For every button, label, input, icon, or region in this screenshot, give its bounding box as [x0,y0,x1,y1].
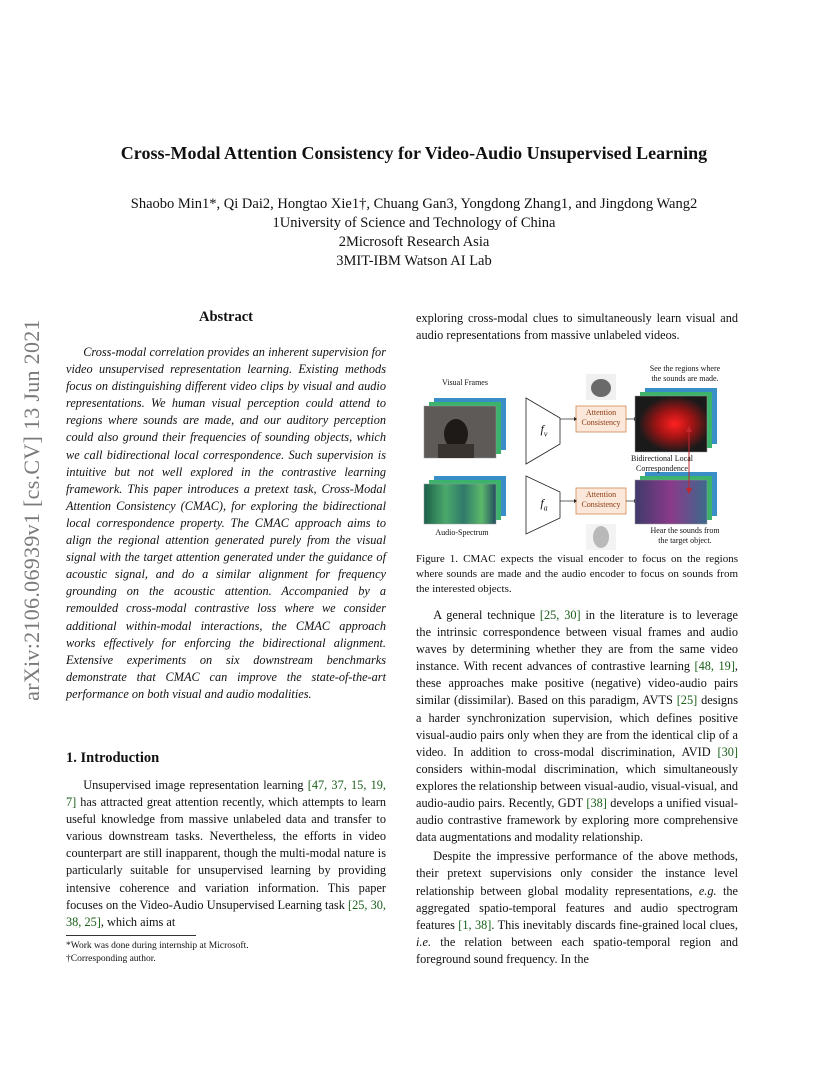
affiliation-1: 1University of Science and Technology of China [272,215,556,231]
guitar-icon [591,379,611,397]
right-paragraphs [416,607,738,968]
label-attention-bottom: Attention Consistency [581,490,621,509]
abstract-text: Cross-modal correlation provides an inherent supervision for video unsupervised representation learning. Existing methods focus on distinguishing different video clips by visual and audio representations. We human visual perception could attend to regions where sounds are made, and our auditory perception could also ground their frequencies of sounding objects, which we call bidirectional local correspondence. Such supervision is intuitive but not well explored in the contrastive learning framework. This paper introduces a pretext task, Cross-Modal Attention Consistency (CMAC), for exploring the bidirectional local correspondence property. The CMAC approach aims to align the regional attention generated purely from the visual signal with the target attention generated under the guidance of acoustic signal, and do a similar alignment for frequency grounding on the acoustic attention. Accompanied by a remoulded cross-modal contrastive loss where we consider additional within-modal interactions, the CMAC approach works effectively for enforcing the bidirectional alignment. Extensive experiments on six downstream benchmarks demonstrate that CMAC can improve the state-of-the-art performance on both visual and audio modalities. [66,345,386,701]
citation-link[interactable]: [25, 30, 38, 25] [66,897,386,929]
paragraph-general-technique: A general technique [25, 30] in the literature is to leverage the intrinsic correspondence between visual frames and audio waves by determining whether they are from the same video instance. With recent advances of contrastive learning [48, 19], these approaches make positive (negative) video-audio pairs similar (dissimilar). Based on this paradigm, AVTS [25] designs a harder synchronization supervision, which defines positive visual-audio pairs only when they are from the identical clip of a video. In addition to cross-modal discrimination, AVID [30] considers within-modal discrimination, which simultaneously explores the relationship between visual-audio, visual-visual, and audio-audio pairs. Recently, GDT [38] develops a unified visual-audio contrastive framework by exploring more comprehensive data augmentations and modality relationship. [416,608,738,845]
citation-link[interactable]: [30] [717,744,738,759]
abstract-heading: Abstract [199,309,253,325]
citation-link[interactable]: [47, 37, 15, 19, 7] [66,778,386,810]
intro-text-1: Unsupervised image representation learning [83,778,308,792]
figure-1 [416,362,738,552]
label-attention-top: Attention Consistency [581,408,621,427]
label-bidirectional: Bidirectional Local Correspondence [631,454,693,473]
intro-heading: 1. Introduction [66,750,160,766]
label-fa: $f_a$ [540,496,548,513]
label-audio-spectrum: Audio-Spectrum [435,528,489,537]
audio-spectrogram [424,484,496,524]
footnote-rule [66,935,196,936]
ear-icon [593,526,609,548]
citation-link[interactable]: [25] [676,693,698,708]
label-fv: $f_v$ [540,422,548,439]
arxiv-stamp [10,300,54,720]
footnote-2: †Corresponding author. [66,954,156,964]
arxiv-id: arXiv:2106.06939v1 [cs.CV] 13 Jun 2021 [19,319,44,701]
label-hear-sounds: Hear the sounds from the target object. [650,526,720,545]
footnote-1: *Work was done during internship at Microsoft. [66,941,249,951]
citation-link[interactable]: [48, 19] [694,659,735,674]
citation-link[interactable]: [38] [586,796,607,811]
paper-title: Cross-Modal Attention Consistency for Video-Audio Unsupervised Learning [120,143,708,163]
attention-map [635,396,707,452]
right-top-text: exploring cross-modal clues to simultaneously learn visual and audio representations from massive unlabeled videos. [416,311,738,343]
intro-paragraph [66,777,386,931]
figure-caption: Figure 1. CMAC expects the visual encoder to focus on the regions where sounds are made and the audio encoder to focus on sounds from the interested objects. [416,553,738,595]
attention-spectrum [635,480,707,524]
citation-link[interactable]: [25, 30] [539,608,581,622]
label-see-regions: See the regions where the sounds are made. [649,364,721,383]
affiliation-3: 3MIT-IBM Watson AI Lab [336,253,492,269]
author-block [0,195,828,271]
paragraph-despite: Despite the impressive performance of the above methods, their pretext supervisions only consider the instance level relationship between global modality representations, e.g. the aggregated spatio-temporal features and audio spectrogram features [1, 38]. This inevitably discards fine-grained local clues, i.e. the relation between each spatio-temporal region and foreground sound frequency. In the [416,849,739,966]
intro-text-2: has attracted great attention recently, which attempts to learn useful knowledge from massive unlabeled data and transfer to various downstream tasks. Nevertheless, the efforts in video counterpart are still inapparent, though the multi-modal nature is particularly suitable for unsupervised learning by providing intensive coherence and variation information. This paper focuses on the Video-Audio Unsupervised Learning task [66,795,386,912]
abstract-body [66,344,386,703]
intro-text-3: , which aims at [100,914,176,929]
citation-link[interactable]: [1, 38] [458,917,492,932]
affiliation-2: 2Microsoft Research Asia [338,234,490,250]
author-line: Shaobo Min1*, Qi Dai2, Hongtao Xie1†, Chuang Gan3, Yongdong Zhang1, and Jingdong Wang2 [130,196,698,212]
label-visual-frames: Visual Frames [442,378,488,387]
